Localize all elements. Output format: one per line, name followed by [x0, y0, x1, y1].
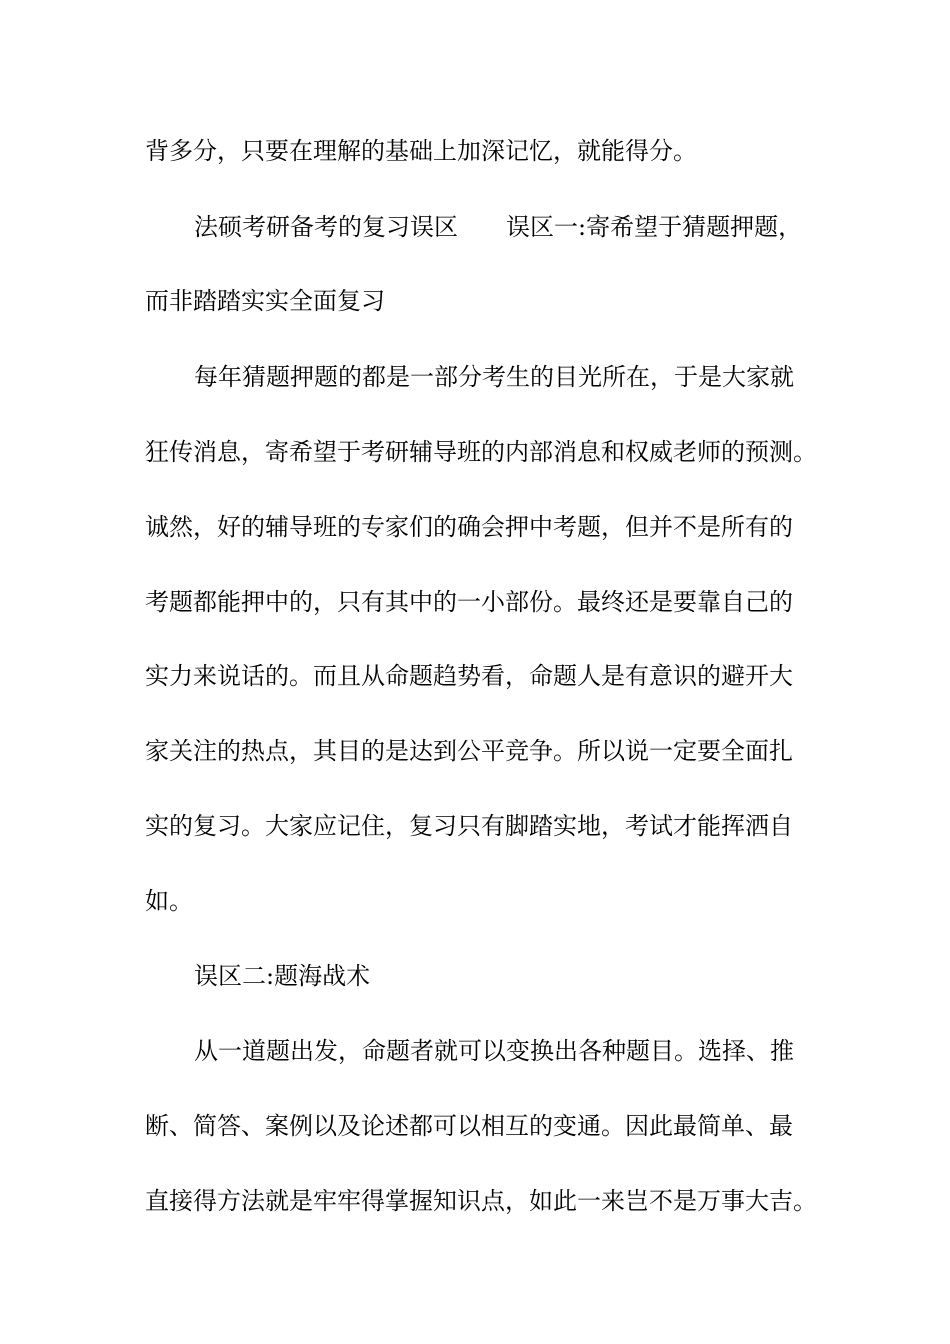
section-heading-line — [194, 211, 802, 243]
paragraph-1-line-4: 考题都能押中的，只有其中的一小部份。最终还是要靠自己的 — [145, 588, 793, 616]
paragraph-2-line-2: 断、简答、案例以及论述都可以相互的变通。因此最简单、最 — [145, 1112, 793, 1140]
myth-two-title: 误区二:题海战术 — [194, 962, 371, 990]
paragraph-1-line-2: 狂传消息，寄希望于考研辅导班的内部消息和权威老师的预测。 — [145, 438, 817, 466]
section-heading: 法硕考研备考的复习误区 — [194, 213, 458, 241]
paragraph-1-line-5: 实力来说话的。而且从命题趋势看，命题人是有意识的避开大 — [145, 662, 793, 690]
paragraph-2-line-1: 从一道题出发，命题者就可以变换出各种题目。选择、推 — [194, 1037, 794, 1065]
myth-one-title-continued: 而非踏踏实实全面复习 — [145, 287, 385, 315]
text-line-1: 背多分，只要在理解的基础上加深记忆，就能得分。 — [145, 137, 697, 165]
paragraph-2-line-3: 直接得方法就是牢牢得掌握知识点，如此一来岂不是万事大吉。 — [145, 1187, 817, 1215]
paragraph-1-line-1: 每年猜题押题的都是一部分考生的目光所在，于是大家就 — [194, 363, 794, 391]
paragraph-1-line-7: 实的复习。大家应记住，复习只有脚踏实地，考试才能挥洒自 — [145, 812, 793, 840]
paragraph-1-line-8: 如。 — [145, 887, 193, 915]
paragraph-1-line-6: 家关注的热点，其目的是达到公平竞争。所以说一定要全面扎 — [145, 737, 793, 765]
paragraph-1-line-3: 诚然，好的辅导班的专家们的确会押中考题，但并不是所有的 — [145, 513, 793, 541]
myth-one-title: 误区一:寄希望于猜题押题， — [506, 213, 803, 241]
